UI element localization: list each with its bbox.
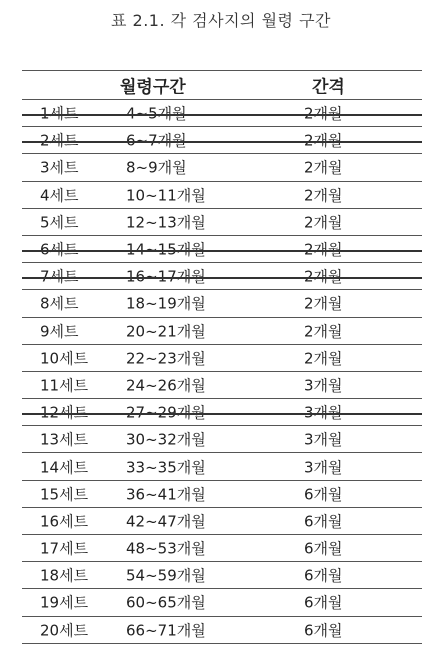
table-row <box>22 182 422 209</box>
set-label: 16세트 <box>40 512 89 531</box>
set-label: 3세트 <box>40 158 79 177</box>
age-range: 12~13개월 <box>126 213 206 232</box>
age-range: 6~7개월 <box>126 131 187 150</box>
table-row <box>22 399 422 426</box>
set-label: 20세트 <box>40 621 89 640</box>
interval: 2개월 <box>304 322 343 341</box>
interval: 3개월 <box>304 403 343 422</box>
age-range: 42~47개월 <box>126 512 206 531</box>
table-row <box>22 372 422 399</box>
age-range: 27~29개월 <box>126 403 206 422</box>
interval: 2개월 <box>304 131 343 150</box>
set-label: 14세트 <box>40 458 89 477</box>
table-row <box>22 589 422 616</box>
interval: 3개월 <box>304 376 343 395</box>
table-row <box>22 345 422 372</box>
table-row <box>22 318 422 345</box>
age-range: 14~15개월 <box>126 240 206 259</box>
age-range: 4~5개월 <box>126 104 187 123</box>
set-label: 6세트 <box>40 240 79 259</box>
age-range: 18~19개월 <box>126 294 206 313</box>
age-range: 48~53개월 <box>126 539 206 558</box>
age-range: 66~71개월 <box>126 621 206 640</box>
header-interval: 간격 <box>312 77 345 98</box>
age-range: 24~26개월 <box>126 376 206 395</box>
table-row <box>22 453 422 480</box>
interval: 2개월 <box>304 158 343 177</box>
age-range: 33~35개월 <box>126 458 206 477</box>
interval: 6개월 <box>304 539 343 558</box>
interval: 3개월 <box>304 458 343 477</box>
age-range: 16~17개월 <box>126 267 206 286</box>
table-row <box>22 562 422 589</box>
table-caption: 표 2.1. 각 검사지의 월령 구간 <box>110 11 332 30</box>
strikethrough-line <box>22 277 422 279</box>
age-range: 30~32개월 <box>126 430 206 449</box>
interval: 6개월 <box>304 566 343 585</box>
set-label: 13세트 <box>40 430 89 449</box>
interval: 2개월 <box>304 267 343 286</box>
interval: 3개월 <box>304 430 343 449</box>
interval: 2개월 <box>304 186 343 205</box>
interval: 2개월 <box>304 349 343 368</box>
set-label: 5세트 <box>40 213 79 232</box>
table-row <box>22 100 422 127</box>
set-label: 11세트 <box>40 376 89 395</box>
age-range: 60~65개월 <box>126 593 206 612</box>
set-label: 4세트 <box>40 186 79 205</box>
set-label: 17세트 <box>40 539 89 558</box>
set-label: 2세트 <box>40 131 79 150</box>
header-range: 월령구간 <box>120 77 186 98</box>
interval: 6개월 <box>304 512 343 531</box>
interval: 2개월 <box>304 240 343 259</box>
age-range-table <box>22 70 422 644</box>
table-row <box>22 481 422 508</box>
set-label: 8세트 <box>40 294 79 313</box>
table-row <box>22 290 422 317</box>
strikethrough-line <box>22 114 422 116</box>
strikethrough-line <box>22 141 422 143</box>
table-row <box>22 535 422 562</box>
set-label: 9세트 <box>40 322 79 341</box>
strikethrough-line <box>22 250 422 252</box>
table-row <box>22 127 422 154</box>
table-row <box>22 508 422 535</box>
set-label: 19세트 <box>40 593 89 612</box>
table-row <box>22 617 422 644</box>
age-range: 22~23개월 <box>126 349 206 368</box>
table-body <box>22 100 422 644</box>
set-label: 15세트 <box>40 485 89 504</box>
age-range: 20~21개월 <box>126 322 206 341</box>
table-row <box>22 236 422 263</box>
set-label: 1세트 <box>40 104 79 123</box>
table-row <box>22 154 422 181</box>
set-label: 10세트 <box>40 349 89 368</box>
age-range: 36~41개월 <box>126 485 206 504</box>
interval: 6개월 <box>304 621 343 640</box>
table-header-row <box>22 71 422 100</box>
age-range: 54~59개월 <box>126 566 206 585</box>
interval: 6개월 <box>304 485 343 504</box>
table-row <box>22 426 422 453</box>
set-label: 12세트 <box>40 403 89 422</box>
interval: 2개월 <box>304 294 343 313</box>
age-range: 10~11개월 <box>126 186 206 205</box>
set-label: 7세트 <box>40 267 79 286</box>
interval: 6개월 <box>304 593 343 612</box>
strikethrough-line <box>22 413 422 415</box>
table-row <box>22 263 422 290</box>
age-range: 8~9개월 <box>126 158 187 177</box>
interval: 2개월 <box>304 213 343 232</box>
set-label: 18세트 <box>40 566 89 585</box>
table-row <box>22 209 422 236</box>
interval: 2개월 <box>304 104 343 123</box>
